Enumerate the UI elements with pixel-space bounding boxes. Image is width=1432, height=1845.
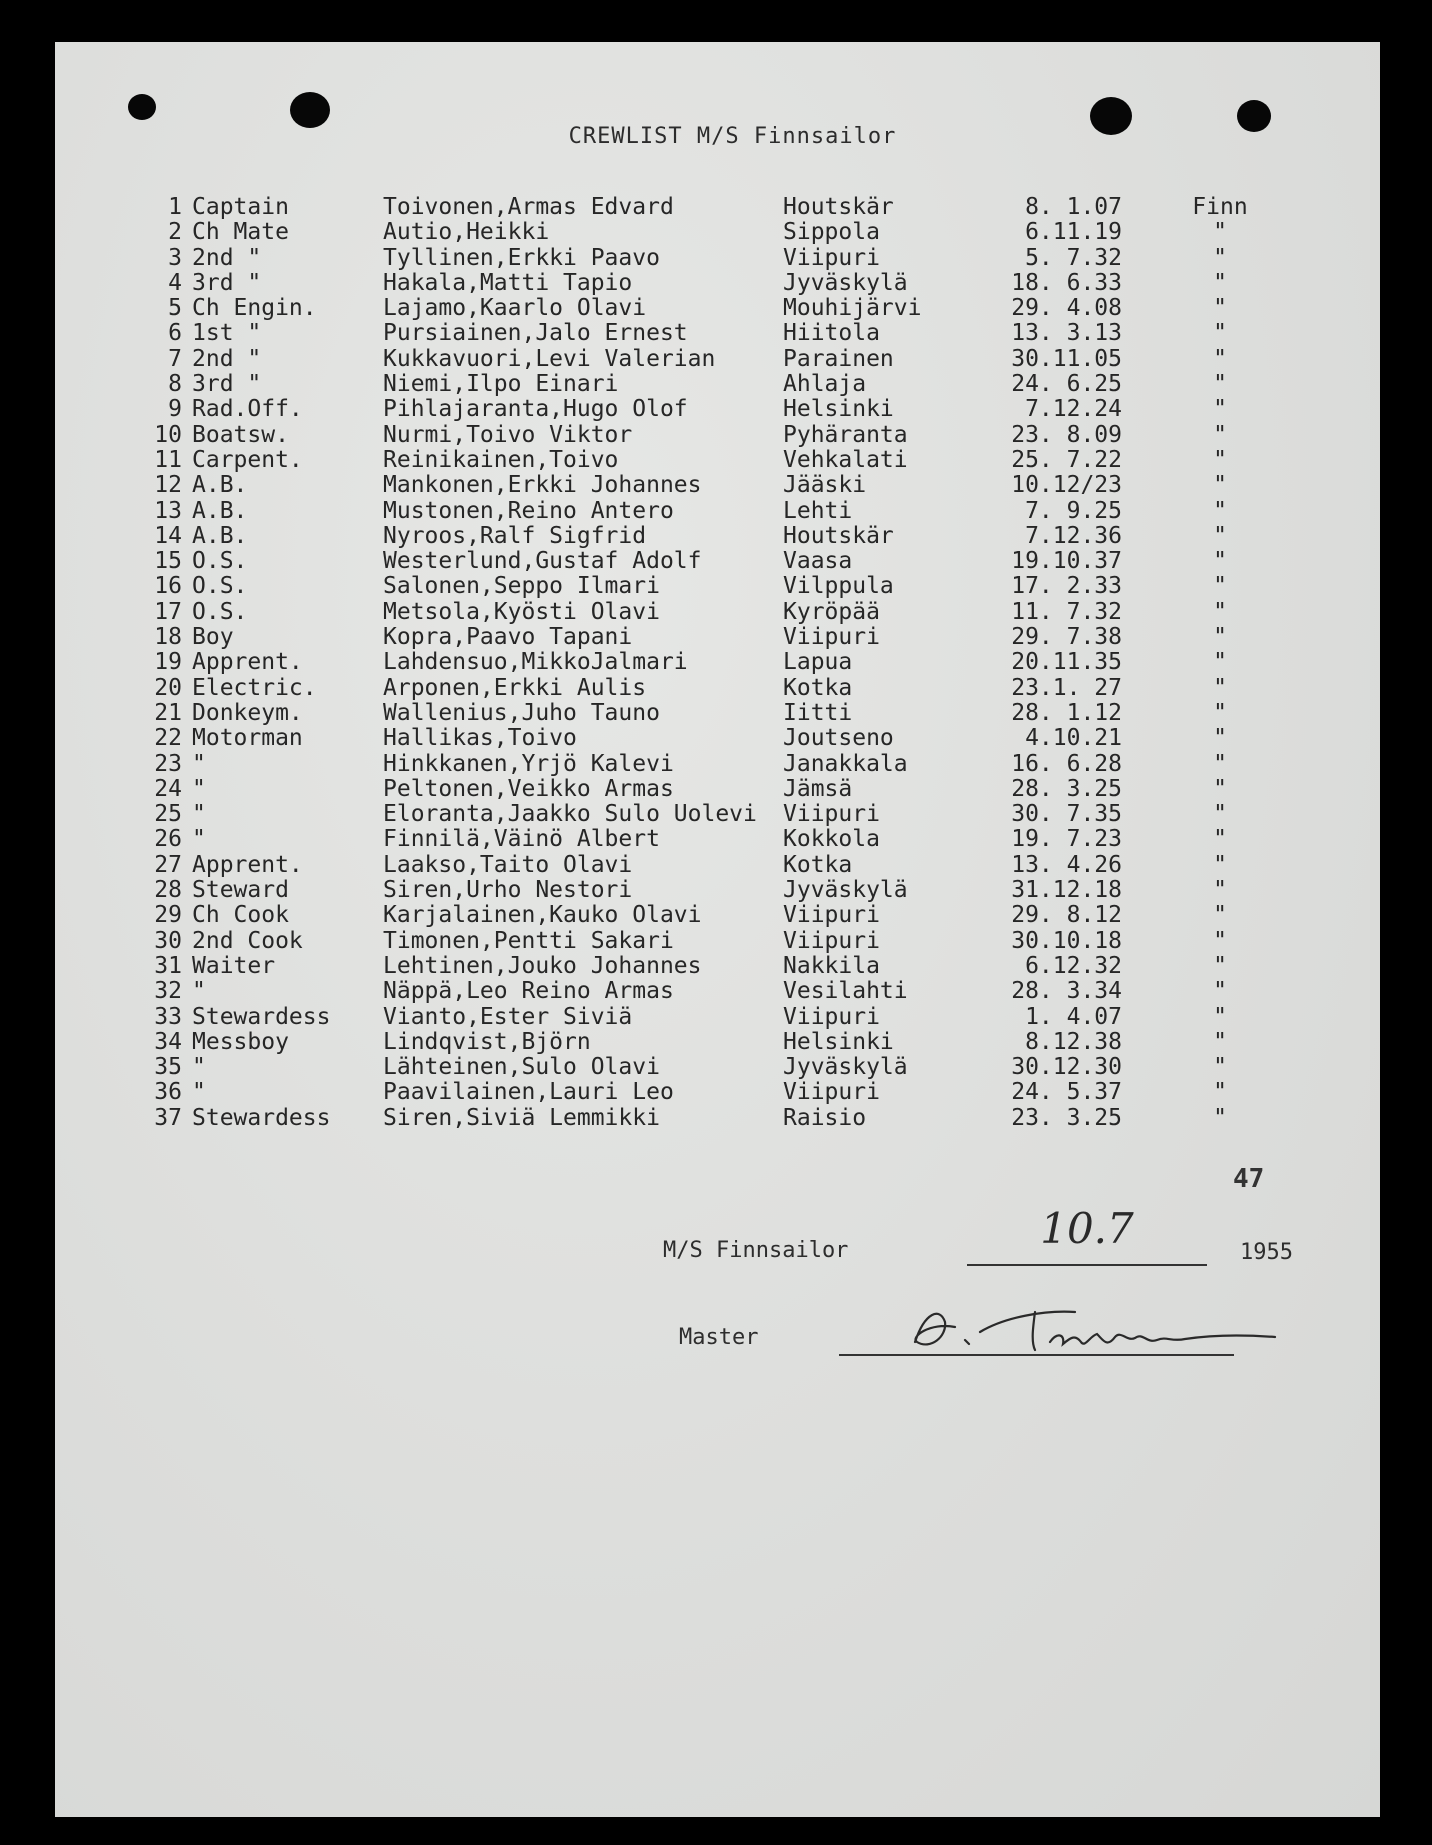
crew-row	[150, 195, 1350, 220]
crew-rank: A.B.	[192, 522, 248, 549]
crew-birthplace: Kotka	[783, 674, 853, 701]
crew-rank: O.S.	[192, 573, 248, 600]
date-underline	[967, 1264, 1207, 1266]
crew-birthplace: Kyröpää	[783, 598, 880, 625]
crew-birthplace: Lehti	[783, 497, 853, 524]
crew-number: 32	[154, 978, 182, 1005]
crew-name: Hallikas,Toivo	[383, 725, 577, 752]
crew-birthplace: Iitti	[783, 699, 853, 726]
crew-nationality: "	[1213, 396, 1227, 423]
crew-nationality: "	[1213, 978, 1227, 1005]
crew-nationality: "	[1213, 573, 1227, 600]
crew-nationality: Finn	[1192, 194, 1248, 220]
crew-number: 22	[154, 725, 182, 752]
crew-rank: Donkeym.	[192, 699, 303, 726]
crew-name: Lindqvist,Björn	[383, 1028, 591, 1055]
crew-rank: "	[192, 775, 206, 802]
crew-row	[150, 1030, 1350, 1055]
crew-birthdate: 17. 2.33	[1011, 573, 1122, 600]
crew-number: 25	[154, 801, 182, 828]
crew-row	[150, 423, 1350, 448]
crew-birthdate: 5. 7.32	[1025, 244, 1122, 271]
crew-name: Näppä,Leo Reino Armas	[383, 978, 674, 1005]
crew-birthplace: Vaasa	[783, 548, 853, 575]
crew-number: 31	[154, 952, 182, 979]
crew-nationality: "	[1213, 674, 1227, 701]
crew-row	[150, 676, 1350, 701]
crew-name: Peltonen,Veikko Armas	[383, 775, 674, 802]
crew-name: Westerlund,Gustaf Adolf	[383, 548, 702, 575]
crew-nationality: "	[1213, 1003, 1227, 1030]
crew-rank: "	[192, 826, 206, 853]
crew-birthplace: Jyväskylä	[783, 1054, 908, 1081]
crew-number: 17	[154, 598, 182, 625]
crew-nationality: "	[1213, 699, 1227, 726]
crew-name: Lajamo,Kaarlo Olavi	[383, 295, 647, 322]
crew-birthdate: 8.12.38	[1025, 1028, 1122, 1055]
crew-birthplace: Lapua	[783, 649, 853, 676]
crew-birthdate: 23.1. 27	[1011, 674, 1122, 701]
crew-birthplace: Jääski	[783, 472, 867, 499]
crew-row	[150, 929, 1350, 954]
crew-birthplace: Parainen	[783, 345, 894, 372]
crew-row	[150, 499, 1350, 524]
crew-birthdate: 29. 7.38	[1011, 624, 1122, 651]
crew-number: 4	[168, 269, 182, 296]
crew-nationality: "	[1213, 295, 1227, 322]
crew-rank: O.S.	[192, 598, 248, 625]
crew-birthplace: Pyhäranta	[783, 421, 908, 448]
crew-name: Wallenius,Juho Tauno	[383, 699, 660, 726]
crew-birthdate: 28. 3.25	[1011, 775, 1122, 802]
crew-birthplace: Raisio	[783, 1104, 867, 1131]
ship-label: M/S Finnsailor	[663, 1238, 849, 1263]
crew-birthplace: Houtskär	[783, 522, 894, 549]
crew-birthdate: 13. 3.13	[1011, 320, 1122, 347]
crew-nationality: "	[1213, 952, 1227, 979]
crew-birthplace: Viipuri	[783, 244, 880, 271]
crew-rank: Stewardess	[192, 1003, 331, 1030]
crew-row	[150, 347, 1350, 372]
crew-name: Laakso,Taito Olavi	[383, 851, 633, 878]
crew-rank: 2nd "	[192, 244, 262, 271]
crew-birthdate: 7.12.24	[1025, 396, 1122, 423]
crew-name: Hinkkanen,Yrjö Kalevi	[383, 750, 674, 777]
crew-nationality: "	[1213, 522, 1227, 549]
crew-birthplace: Viipuri	[783, 1079, 880, 1106]
crew-row	[150, 979, 1350, 1004]
crew-row	[150, 752, 1350, 777]
crew-birthdate: 24. 6.25	[1011, 371, 1122, 398]
crew-nationality: "	[1213, 472, 1227, 499]
crew-row	[150, 827, 1350, 852]
crew-nationality: "	[1213, 1104, 1227, 1131]
crew-number: 9	[168, 396, 182, 423]
crew-number: 19	[154, 649, 182, 676]
crew-number: 18	[154, 624, 182, 651]
crew-rank: "	[192, 750, 206, 777]
handwritten-date: 10.7	[1040, 1204, 1134, 1253]
crew-rank: Motorman	[192, 725, 303, 752]
crew-birthplace: Helsinki	[783, 1028, 894, 1055]
crew-name: Nyroos,Ralf Sigfrid	[383, 522, 647, 549]
crew-number: 29	[154, 902, 182, 929]
crew-birthplace: Viipuri	[783, 624, 880, 651]
crew-number: 30	[154, 927, 182, 954]
crew-row	[150, 625, 1350, 650]
crew-number: 15	[154, 548, 182, 575]
master-label: Master	[679, 1325, 759, 1350]
crew-nationality: "	[1213, 244, 1227, 271]
crew-name: Lähteinen,Sulo Olavi	[383, 1054, 660, 1081]
crew-nationality: "	[1213, 624, 1227, 651]
crew-row	[150, 271, 1350, 296]
crew-row	[150, 600, 1350, 625]
crew-rank: Apprent.	[192, 649, 303, 676]
crew-name: Niemi,Ilpo Einari	[383, 371, 619, 398]
crew-name: Tyllinen,Erkki Paavo	[383, 244, 660, 271]
crew-row	[150, 574, 1350, 599]
crew-birthdate: 19.10.37	[1011, 548, 1122, 575]
crew-birthdate: 23. 3.25	[1011, 1104, 1122, 1131]
crew-name: Paavilainen,Lauri Leo	[383, 1079, 674, 1106]
crew-birthplace: Viipuri	[783, 1003, 880, 1030]
crew-row	[150, 878, 1350, 903]
crew-birthdate: 6.12.32	[1025, 952, 1122, 979]
crew-name: Eloranta,Jaakko Sulo Uolevi	[383, 801, 757, 828]
document-title: CREWLIST M/S Finnsailor	[568, 124, 897, 149]
crew-birthdate: 8. 1.07	[1025, 194, 1122, 220]
crew-rank: A.B.	[192, 497, 248, 524]
crew-row	[150, 473, 1350, 498]
crew-birthplace: Viipuri	[783, 801, 880, 828]
crew-row	[150, 903, 1350, 928]
crew-row	[150, 448, 1350, 473]
crew-row	[150, 321, 1350, 346]
crew-rank: 2nd "	[192, 345, 262, 372]
crew-birthdate: 7.12.36	[1025, 522, 1122, 549]
crew-number: 3	[168, 244, 182, 271]
crew-name: Siren,Siviä Lemmikki	[383, 1104, 660, 1131]
crew-name: Kukkavuori,Levi Valerian	[383, 345, 716, 372]
crew-number: 14	[154, 522, 182, 549]
crew-nationality: "	[1213, 750, 1227, 777]
crew-birthplace: Viipuri	[783, 927, 880, 954]
crew-rank: 1st "	[192, 320, 262, 347]
crew-row	[150, 853, 1350, 878]
crew-name: Arponen,Erkki Aulis	[383, 674, 647, 701]
crew-birthplace: Ahlaja	[783, 371, 867, 398]
crew-name: Mankonen,Erkki Johannes	[383, 472, 702, 499]
crew-birthplace: Kotka	[783, 851, 853, 878]
crew-birthplace: Houtskär	[783, 194, 894, 220]
crew-rank: "	[192, 1079, 206, 1106]
punch-hole-1	[128, 94, 156, 120]
crew-number: 5	[168, 295, 182, 322]
crew-birthdate: 30.12.30	[1011, 1054, 1122, 1081]
crew-name: Salonen,Seppo Ilmari	[383, 573, 660, 600]
crew-birthdate: 18. 6.33	[1011, 269, 1122, 296]
crew-row	[150, 524, 1350, 549]
crew-birthdate: 11. 7.32	[1011, 598, 1122, 625]
crew-name: Reinikainen,Toivo	[383, 446, 619, 473]
crew-birthdate: 19. 7.23	[1011, 826, 1122, 853]
crew-row	[150, 650, 1350, 675]
crew-row	[150, 372, 1350, 397]
crew-rank: Boy	[192, 624, 234, 651]
crew-nationality: "	[1213, 775, 1227, 802]
crew-birthdate: 20.11.35	[1011, 649, 1122, 676]
crew-row	[150, 777, 1350, 802]
crew-number: 24	[154, 775, 182, 802]
crew-birthdate: 23. 8.09	[1011, 421, 1122, 448]
crew-row	[150, 726, 1350, 751]
crew-number: 36	[154, 1079, 182, 1106]
crew-number: 8	[168, 371, 182, 398]
crew-nationality: "	[1213, 421, 1227, 448]
crew-rank: Stewardess	[192, 1104, 331, 1131]
crew-birthdate: 29. 8.12	[1011, 902, 1122, 929]
crew-number: 27	[154, 851, 182, 878]
crew-birthdate: 25. 7.22	[1011, 446, 1122, 473]
crew-birthdate: 30.11.05	[1011, 345, 1122, 372]
crew-birthdate: 29. 4.08	[1011, 295, 1122, 322]
crew-rank: 3rd "	[192, 269, 262, 296]
crew-birthdate: 13. 4.26	[1011, 851, 1122, 878]
crew-birthdate: 4.10.21	[1025, 725, 1122, 752]
crew-birthplace: Janakkala	[783, 750, 908, 777]
crew-name: Finnilä,Väinö Albert	[383, 826, 660, 853]
crew-name: Pihlajaranta,Hugo Olof	[383, 396, 688, 423]
crew-row	[150, 802, 1350, 827]
crew-rank: Ch Engin.	[192, 295, 317, 322]
crew-nationality: "	[1213, 877, 1227, 904]
crew-nationality: "	[1213, 548, 1227, 575]
crew-birthdate: 6.11.19	[1025, 219, 1122, 246]
crew-birthplace: Nakkila	[783, 952, 880, 979]
crew-row	[150, 1005, 1350, 1030]
crew-name: Metsola,Kyösti Olavi	[383, 598, 660, 625]
crew-birthplace: Hiitola	[783, 320, 880, 347]
document-page	[55, 42, 1380, 1817]
crew-rank: O.S.	[192, 548, 248, 575]
crew-rank: Boatsw.	[192, 421, 289, 448]
crew-rank: Waiter	[192, 952, 276, 979]
crew-rank: Carpent.	[192, 446, 303, 473]
crew-number: 10	[154, 421, 182, 448]
crew-nationality: "	[1213, 320, 1227, 347]
crew-rank: "	[192, 801, 206, 828]
crew-nationality: "	[1213, 371, 1227, 398]
crew-row	[150, 220, 1350, 245]
crew-nationality: "	[1213, 345, 1227, 372]
crew-nationality: "	[1213, 902, 1227, 929]
crew-birthdate: 7. 9.25	[1025, 497, 1122, 524]
crew-nationality: "	[1213, 725, 1227, 752]
crew-birthplace: Viipuri	[783, 902, 880, 929]
crew-name: Nurmi,Toivo Viktor	[383, 421, 633, 448]
crew-row	[150, 1106, 1350, 1131]
crew-nationality: "	[1213, 269, 1227, 296]
crew-row	[150, 954, 1350, 979]
crew-birthdate: 28. 3.34	[1011, 978, 1122, 1005]
crew-rank: 2nd Cook	[192, 927, 303, 954]
crew-nationality: "	[1213, 851, 1227, 878]
crew-nationality: "	[1213, 927, 1227, 954]
crew-rank: 3rd "	[192, 371, 262, 398]
crew-nationality: "	[1213, 598, 1227, 625]
crew-name: Pursiainen,Jalo Ernest	[383, 320, 688, 347]
crew-name: Kopra,Paavo Tapani	[383, 624, 633, 651]
crew-rank: Captain	[192, 194, 289, 220]
crew-nationality: "	[1213, 497, 1227, 524]
crew-nationality: "	[1213, 801, 1227, 828]
signature-underline	[839, 1354, 1234, 1356]
crew-name: Karjalainen,Kauko Olavi	[383, 902, 702, 929]
crew-rank: "	[192, 978, 206, 1005]
crew-name: Lehtinen,Jouko Johannes	[383, 952, 702, 979]
crew-birthplace: Jämsä	[783, 775, 853, 802]
crew-name: Mustonen,Reino Antero	[383, 497, 674, 524]
crew-nationality: "	[1213, 1028, 1227, 1055]
crew-number: 11	[154, 446, 182, 473]
crew-rank: Electric.	[192, 674, 317, 701]
crew-birthplace: Mouhijärvi	[783, 295, 922, 322]
crew-rank: Ch Cook	[192, 902, 289, 929]
crew-number: 37	[154, 1104, 182, 1131]
crew-birthplace: Helsinki	[783, 396, 894, 423]
crew-rank: Apprent.	[192, 851, 303, 878]
crew-number: 2	[168, 219, 182, 246]
crew-number: 6	[168, 320, 182, 347]
crew-nationality: "	[1213, 1079, 1227, 1106]
crew-number: 26	[154, 826, 182, 853]
crew-name: Timonen,Pentti Sakari	[383, 927, 674, 954]
crew-birthplace: Joutseno	[783, 725, 894, 752]
crew-birthdate: 28. 1.12	[1011, 699, 1122, 726]
crew-row	[150, 296, 1350, 321]
crew-row	[150, 549, 1350, 574]
crew-nationality: "	[1213, 219, 1227, 246]
crew-birthdate: 24. 5.37	[1011, 1079, 1122, 1106]
crew-rank: "	[192, 1054, 206, 1081]
crew-nationality: "	[1213, 826, 1227, 853]
crew-number: 28	[154, 877, 182, 904]
crew-number: 35	[154, 1054, 182, 1081]
crew-number: 33	[154, 1003, 182, 1030]
crew-birthplace: Vehkalati	[783, 446, 908, 473]
crew-rank: Steward	[192, 877, 289, 904]
crew-name: Autio,Heikki	[383, 219, 550, 246]
crew-nationality: "	[1213, 1054, 1227, 1081]
crew-rank: Ch Mate	[192, 219, 289, 246]
crew-list	[150, 195, 1350, 1131]
crew-number: 21	[154, 699, 182, 726]
crew-row	[150, 1080, 1350, 1105]
crew-nationality: "	[1213, 649, 1227, 676]
crew-name: Lahdensuo,MikkoJalmari	[383, 649, 688, 676]
punch-hole-2	[290, 92, 330, 128]
crew-birthdate: 30.10.18	[1011, 927, 1122, 954]
crew-birthdate: 16. 6.28	[1011, 750, 1122, 777]
crew-birthdate: 10.12/23	[1011, 472, 1122, 499]
crew-rank: Messboy	[192, 1028, 289, 1055]
crew-rank: A.B.	[192, 472, 248, 499]
crew-name: Toivonen,Armas Edvard	[383, 194, 674, 220]
crew-birthplace: Jyväskylä	[783, 269, 908, 296]
crew-row	[150, 1055, 1350, 1080]
crew-birthdate: 30. 7.35	[1011, 801, 1122, 828]
crew-rank: Rad.Off.	[192, 396, 303, 423]
page-number: 47	[1233, 1164, 1265, 1194]
crew-birthplace: Vesilahti	[783, 978, 908, 1005]
crew-birthdate: 1. 4.07	[1025, 1003, 1122, 1030]
crew-number: 23	[154, 750, 182, 777]
crew-number: 7	[168, 345, 182, 372]
crew-name: Vianto,Ester Siviä	[383, 1003, 633, 1030]
crew-birthplace: Vilppula	[783, 573, 894, 600]
crew-birthplace: Jyväskylä	[783, 877, 908, 904]
crew-number: 34	[154, 1028, 182, 1055]
crew-number: 20	[154, 674, 182, 701]
crew-row	[150, 397, 1350, 422]
crew-birthdate: 31.12.18	[1011, 877, 1122, 904]
crew-nationality: "	[1213, 446, 1227, 473]
crew-name: Siren,Urho Nestori	[383, 877, 633, 904]
crew-number: 12	[154, 472, 182, 499]
crew-number: 1	[168, 194, 182, 220]
year-label: 1955	[1240, 1240, 1293, 1265]
crew-row	[150, 246, 1350, 271]
crew-name: Hakala,Matti Tapio	[383, 269, 633, 296]
crew-number: 13	[154, 497, 182, 524]
crew-birthplace: Kokkola	[783, 826, 880, 853]
crew-number: 16	[154, 573, 182, 600]
crew-birthplace: Sippola	[783, 219, 880, 246]
crew-row	[150, 701, 1350, 726]
master-signature	[885, 1292, 1295, 1357]
